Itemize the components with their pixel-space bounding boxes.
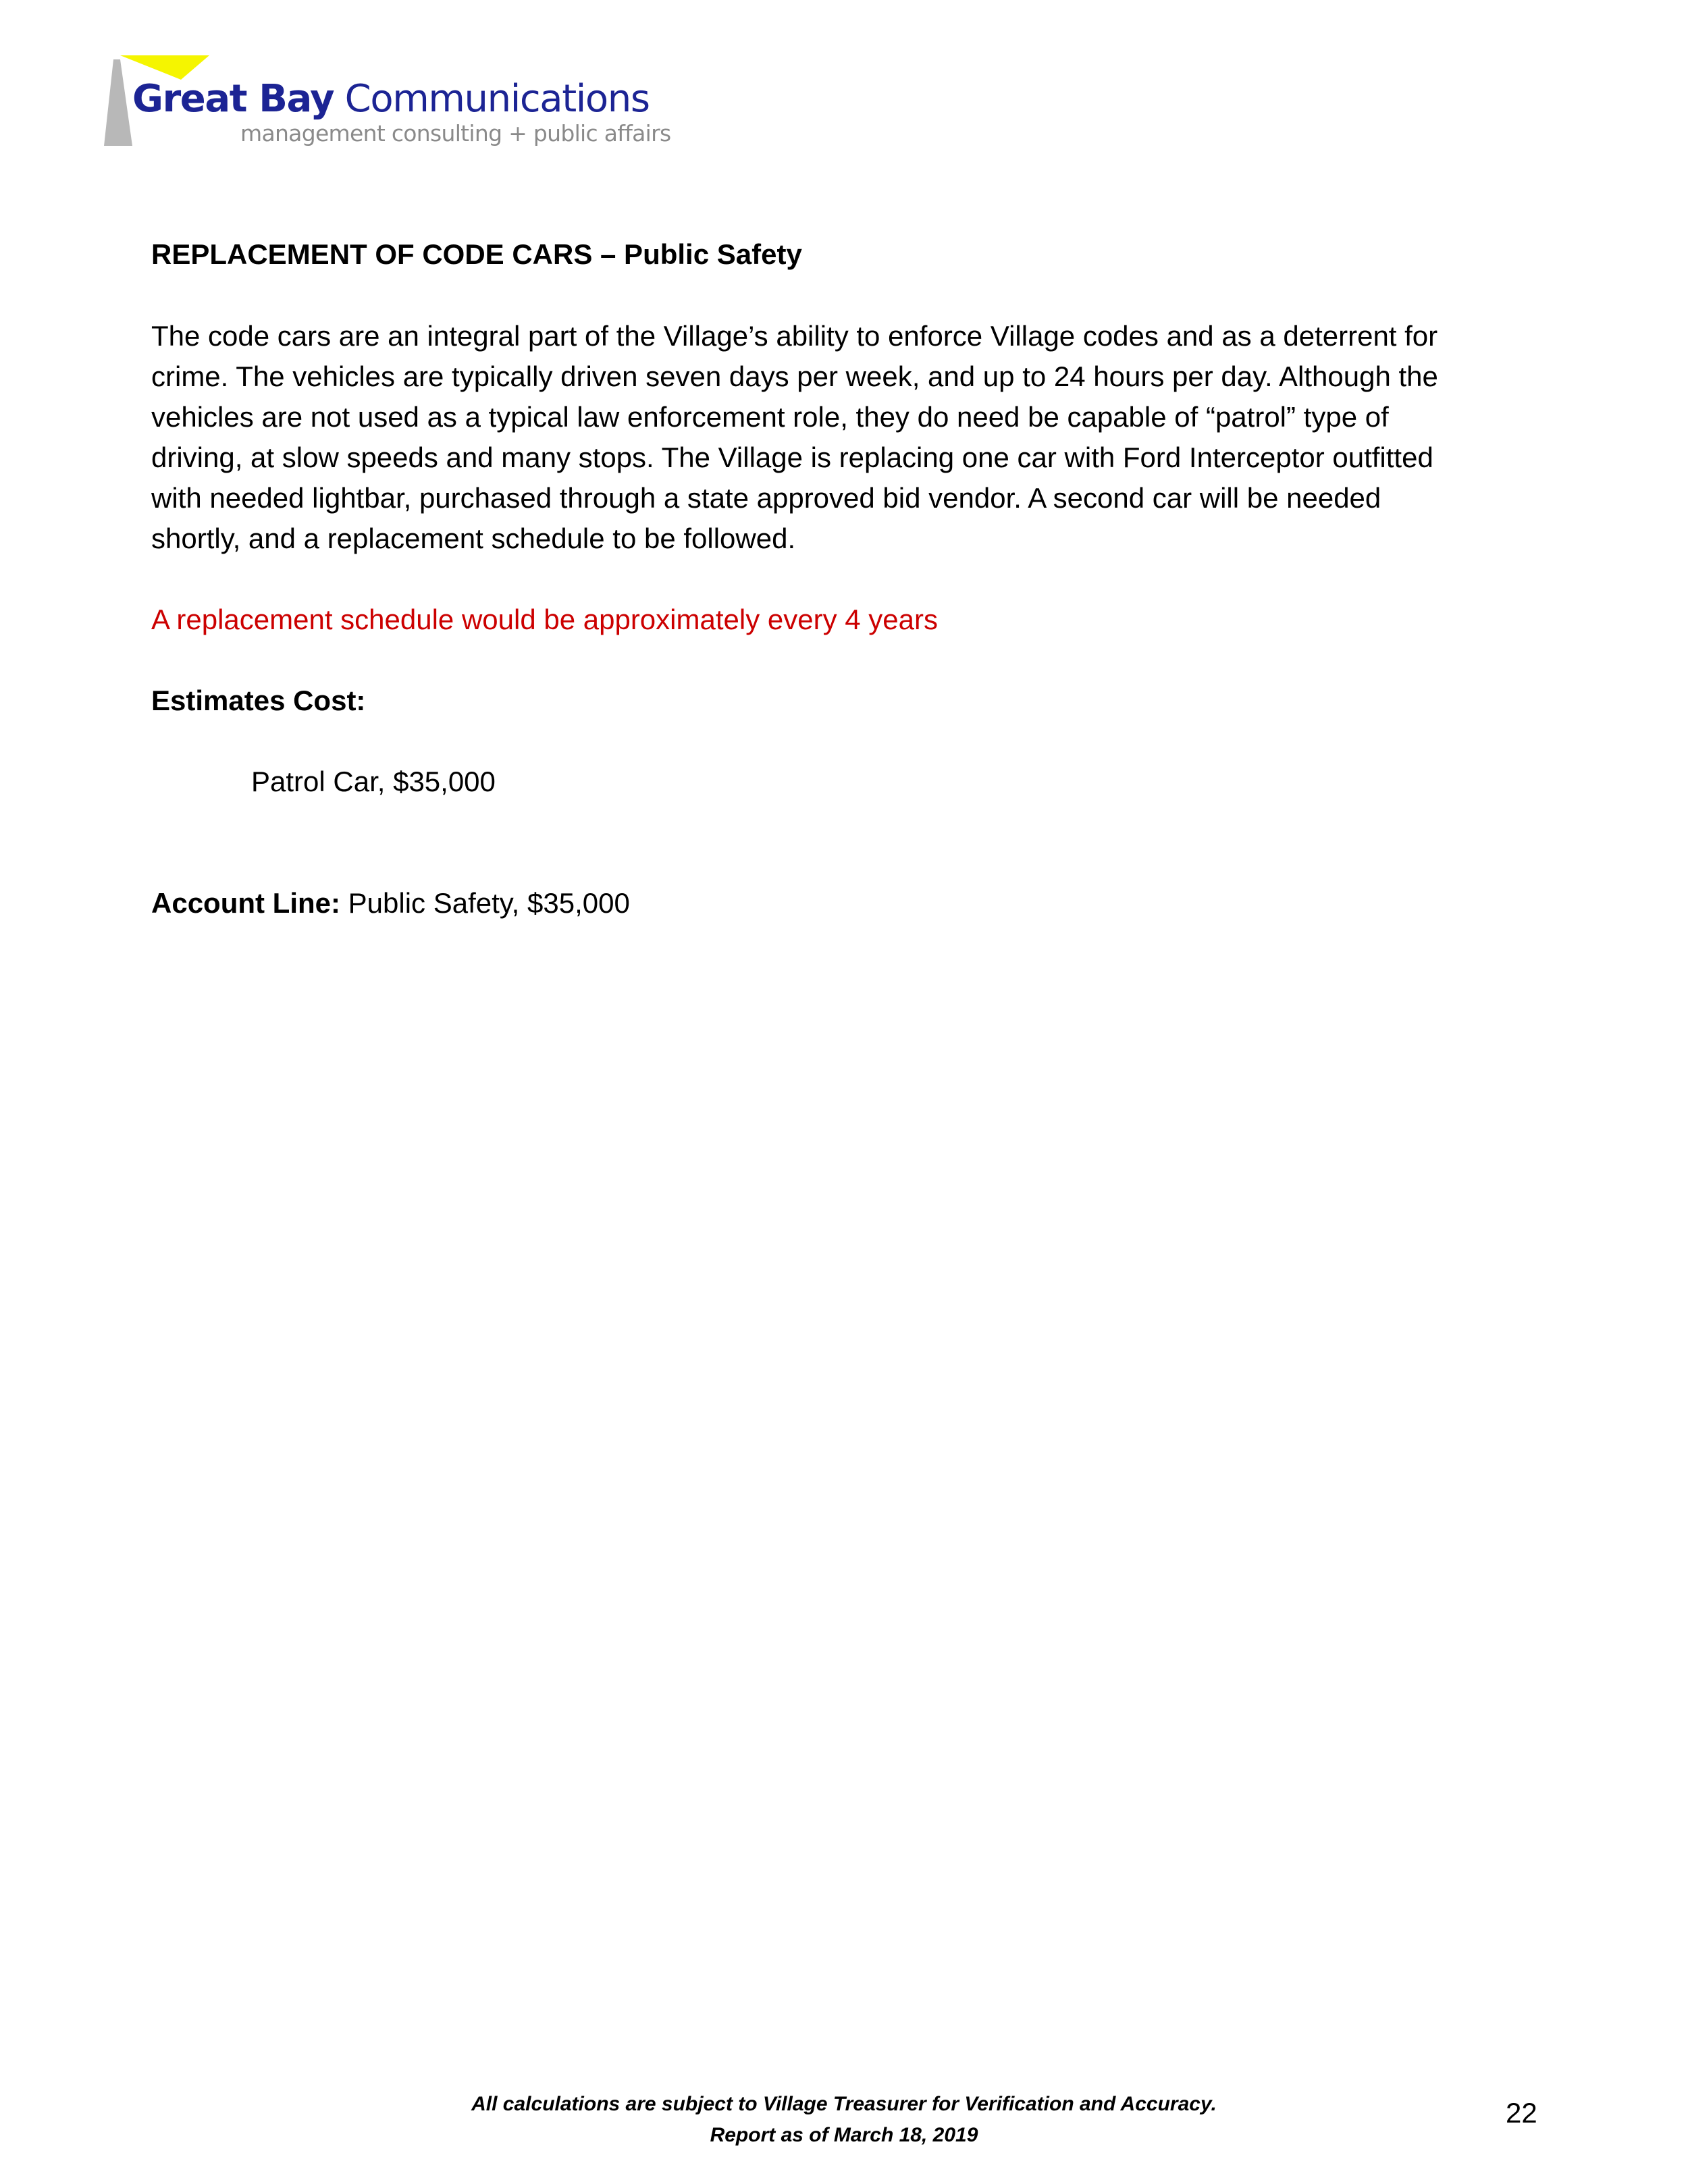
paragraph-line: shortly, and a replacement schedule to be followed. — [151, 523, 796, 554]
paragraph-line: driving, at slow speeds and many stops. The Village is replacing one car with Ford Interceptor outfitted — [151, 442, 1433, 473]
footer-disclaimer: All calculations are subject to Village Treasurer for Verification and Accuracy. — [471, 2093, 1217, 2115]
company-logo — [101, 55, 675, 150]
paragraph-line: The code cars are an integral part of the Village’s ability to enforce Village codes and as a deterrent for — [151, 320, 1438, 352]
paragraph-line: with needed lightbar, purchased through a state approved bid vendor. A second car will be needed — [151, 482, 1381, 514]
replacement-schedule-note: A replacement schedule would be approximately every 4 years — [151, 604, 938, 635]
paragraph-line: vehicles are not used as a typical law enforcement role, they do need be capable of “patrol” type of — [151, 401, 1389, 433]
section-heading: REPLACEMENT OF CODE CARS – Public Safety — [151, 238, 802, 270]
account-line-value: Public Safety, $35,000 — [340, 887, 630, 919]
page-number: 22 — [1506, 2097, 1537, 2129]
estimate-item: Patrol Car, $35,000 — [251, 766, 496, 797]
logo-tagline: management consulting + public affairs — [240, 120, 671, 147]
account-line — [151, 883, 630, 924]
footer-report-date: Report as of March 18, 2019 — [710, 2124, 978, 2146]
logo-brand-name: Great Bay Communications — [132, 77, 650, 121]
estimates-cost-label: Estimates Cost: — [151, 685, 366, 716]
body-paragraph — [151, 316, 1542, 559]
paragraph-line: crime. The vehicles are typically driven seven days per week, and up to 24 hours per day. Although the — [151, 361, 1438, 392]
account-line-label: Account Line: — [151, 887, 340, 919]
